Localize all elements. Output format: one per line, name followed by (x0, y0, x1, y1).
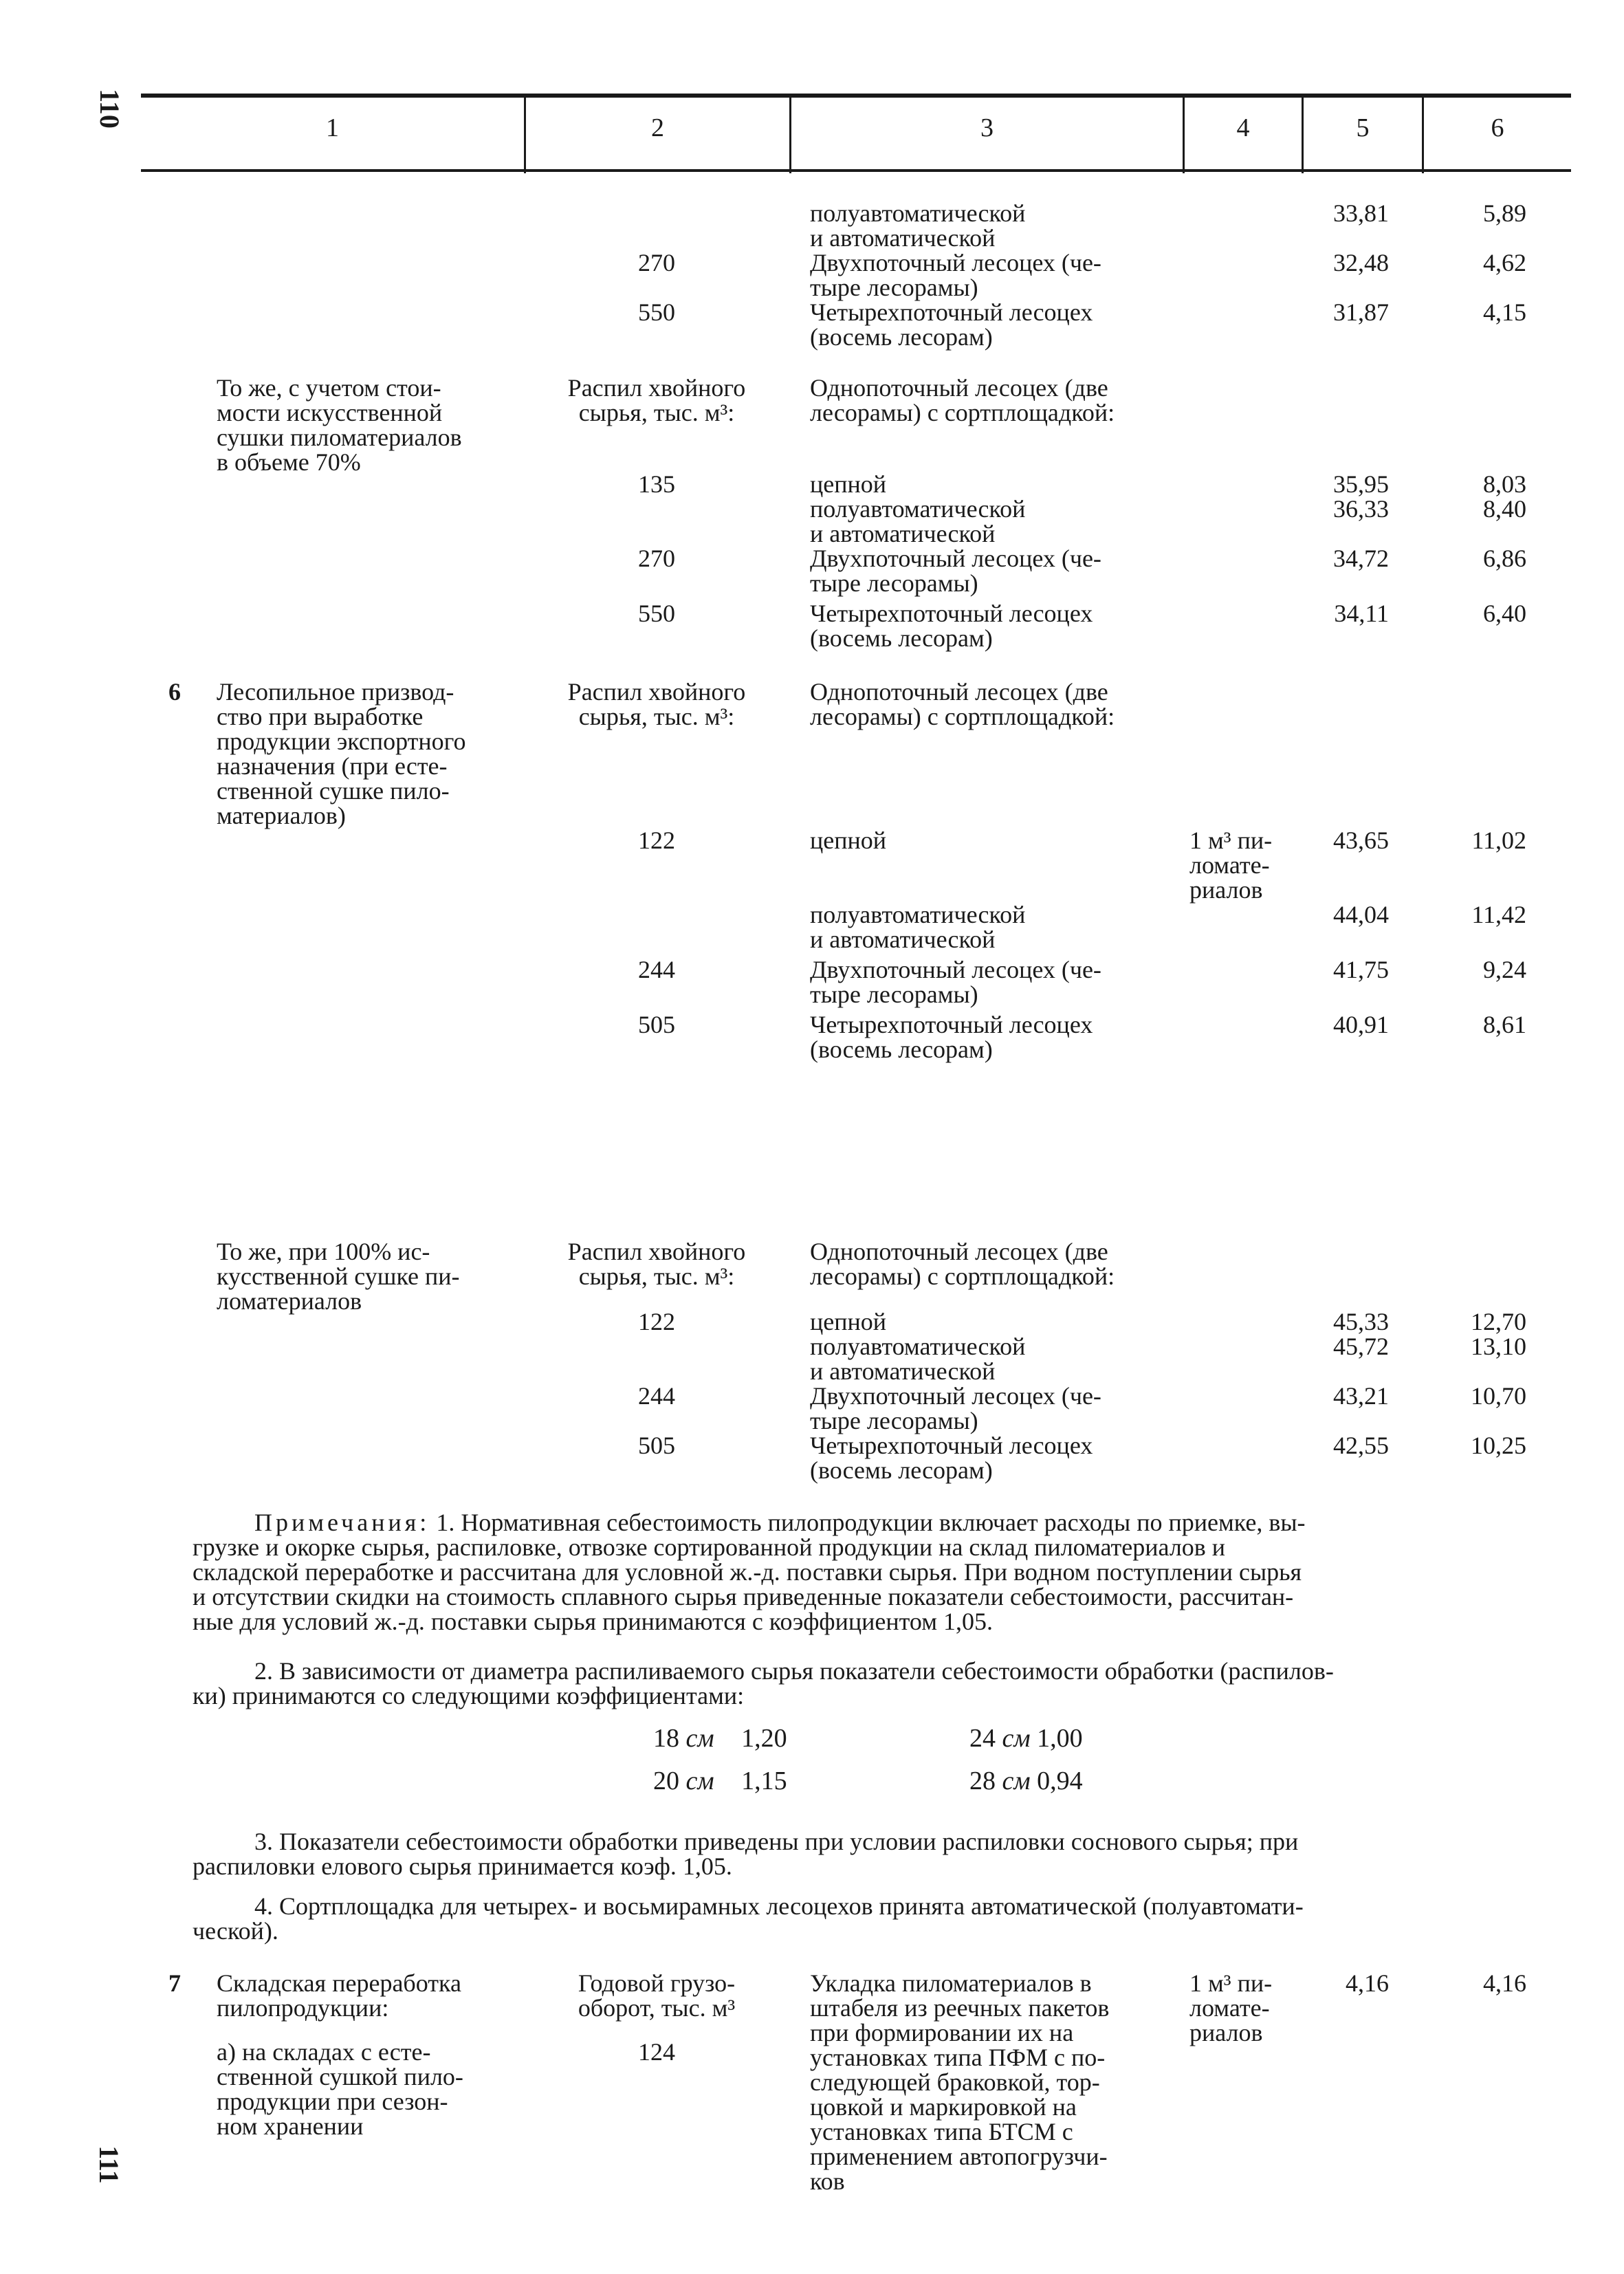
coef-unit: см (1002, 1767, 1031, 1795)
coef-unit: см (685, 1767, 714, 1795)
value-normative: 34,72 (1333, 545, 1389, 572)
value-processing: 8,40 (1483, 495, 1526, 523)
capacity: 124 (638, 2038, 675, 2066)
value-processing: 4,62 (1483, 249, 1526, 276)
row-name: Двухпоточный лесоцех (че- тыре лесорамы) (810, 249, 1101, 301)
value-processing: 5,89 (1483, 199, 1526, 227)
column-header-3: 3 (980, 113, 994, 142)
coef-diameter: 20 (653, 1767, 679, 1795)
value-processing: 11,02 (1471, 827, 1526, 854)
column-header-2: 2 (651, 113, 664, 142)
row-name: Четырехпоточный лесоцех (восемь лесорам) (810, 600, 1093, 652)
unit-label: 1 м³ пи- ломате- риалов (1189, 1969, 1273, 2046)
measure-label: Распил хвойного сырья, тыс. м³: (567, 678, 746, 730)
column-header-6: 6 (1491, 113, 1504, 142)
capacity: 270 (638, 545, 675, 572)
value-processing: 11,42 (1471, 901, 1526, 928)
indicator-name: То же, с учетом стои- мости искусственной сушки пиломатериалов в объеме 70% (217, 374, 462, 476)
capacity: 550 (638, 600, 675, 627)
capacity: 244 (638, 1382, 675, 1410)
header-bottom-rule (141, 169, 1571, 172)
value-processing: 4,15 (1483, 298, 1526, 326)
value-normative: 35,95 (1333, 470, 1389, 498)
indicator-name: Складская переработка пилопродукции: (217, 1969, 461, 2022)
row-name: Четырехпоточный лесоцех (восемь лесорам) (810, 1432, 1093, 1484)
value-normative: 40,91 (1333, 1011, 1389, 1038)
value-processing: 12,70 (1471, 1308, 1526, 1335)
page-number-top: 110 (94, 89, 125, 129)
value-processing: 8,61 (1483, 1011, 1526, 1038)
value-normative: 42,55 (1333, 1432, 1389, 1459)
row-name: Двухпоточный лесоцех (че- тыре лесорамы) (810, 1382, 1101, 1434)
measure-label: Распил хвойного сырья, тыс. м³: (567, 1238, 746, 1290)
row-name: цепной (810, 827, 887, 854)
value-processing: 9,24 (1483, 956, 1526, 983)
object-label: Укладка пиломатериалов в штабеля из реечных пакетов при формировании их на установках типа ПФМ с по- следующей браковкой, тор- цовкой и маркировкой на установках типа БТСМ с применением автопогрузчи- ков (810, 1969, 1110, 2195)
coef-diameter: 28 (969, 1767, 996, 1795)
value-normative: 45,33 (1333, 1308, 1389, 1335)
value-normative: 43,65 (1333, 827, 1389, 854)
coef-unit: см (1002, 1724, 1031, 1753)
coef-value: 0,94 (1037, 1767, 1083, 1795)
row-name: полуавтоматической и автоматической (810, 495, 1026, 547)
row-name: полуавтоматической и автоматической (810, 901, 1026, 953)
value-normative: 43,21 (1333, 1382, 1389, 1410)
coef-unit: см (685, 1724, 714, 1753)
column-header-5: 5 (1356, 113, 1370, 142)
value-normative: 4,16 (1346, 1969, 1389, 1997)
column-header-4: 4 (1236, 113, 1250, 142)
value-normative: 31,87 (1333, 298, 1389, 326)
object-label: Однопоточный лесоцех (две лесорамы) с сортплощадкой: (810, 374, 1115, 426)
row-name: Двухпоточный лесоцех (че- тыре лесорамы) (810, 545, 1101, 597)
indicator-name: Лесопильное призвод- ство при выработке продукции экспортного назначения (при есте- ственной сушке пило- материалов) (217, 678, 466, 829)
note-3: 3. Показатели себестоимости обработки приведены при условии распиловки соснового сырья; при распиловки елового сырья принимается коэф. 1,05. (193, 1828, 1299, 1880)
capacity: 135 (638, 470, 675, 498)
value-processing: 4,16 (1483, 1969, 1526, 1997)
row-number: 6 (168, 678, 181, 706)
value-processing: 6,86 (1483, 545, 1526, 572)
row-name: полуавтоматической и автоматической (810, 199, 1026, 252)
value-processing: 10,70 (1471, 1382, 1526, 1410)
measure-label: Годовой грузо- оборот, тыс. м³ (578, 1969, 736, 2022)
value-processing: 10,25 (1471, 1432, 1526, 1459)
value-processing: 6,40 (1483, 600, 1526, 627)
value-normative: 33,81 (1333, 199, 1389, 227)
coef-diameter: 18 (653, 1724, 679, 1753)
note-1-text: 1. Нормативная себестоимость пилопродукции включает расходы по приемке, вы- грузке и окорке сырья, распиловке, отвозке сортированной продукции на склад пиломатериалов и складской переработке и рассчитана для условной ж.-д. поставки сырья. При водном поступлении сырья и отсутствии скидки на стоимость сплавного сырья приведенные показатели себестоимости, рассчитан- ные для условий ж.-д. поставки сырья принимаются с коэффициентом 1,05. (193, 1509, 1306, 1635)
column-header-1: 1 (326, 113, 339, 142)
row-name: Четырехпоточный лесоцех (восемь лесорам) (810, 298, 1093, 351)
capacity: 122 (638, 1308, 675, 1335)
row-name: цепной (810, 470, 887, 498)
row-name: полуавтоматической и автоматической (810, 1333, 1026, 1385)
value-processing: 8,03 (1483, 470, 1526, 498)
coefficient-24 (969, 1726, 1083, 1751)
row-name: Двухпоточный лесоцех (че- тыре лесорамы) (810, 956, 1101, 1008)
note-2: 2. В зависимости от диаметра распиливаемого сырья показатели себестоимости обработки (распилов- ки) принимаются со следующими коэффициентами: (193, 1657, 1334, 1709)
indicator-name: То же, при 100% ис- кусственной сушке пи- ломатериалов (217, 1238, 460, 1315)
value-normative: 44,04 (1333, 901, 1389, 928)
capacity: 244 (638, 956, 675, 983)
note-4: 4. Сортплощадка для четырех- и восьмирамных лесоцехов принята автоматической (полуавтомати- ческой). (193, 1892, 1304, 1945)
indicator-subitem: а) на складах с есте- ственной сушкой пило- продукции при сезон- ном хранении (217, 2038, 463, 2140)
capacity: 550 (638, 298, 675, 326)
row-number: 7 (168, 1969, 181, 1997)
coef-value: 1,00 (1037, 1724, 1083, 1753)
header-top-rule (141, 94, 1571, 98)
coef-value: 1,15 (741, 1767, 787, 1795)
object-label: Однопоточный лесоцех (две лесорамы) с сортплощадкой: (810, 1238, 1115, 1290)
value-normative: 32,48 (1333, 249, 1389, 276)
page-number-bottom: 111 (93, 2145, 124, 2184)
unit-label: 1 м³ пи- ломате- риалов (1189, 827, 1273, 904)
row-name: Четырехпоточный лесоцех (восемь лесорам) (810, 1011, 1093, 1063)
capacity: 505 (638, 1011, 675, 1038)
capacity: 122 (638, 827, 675, 854)
coefficient-18 (653, 1726, 787, 1751)
coefficient-28 (969, 1769, 1083, 1793)
value-normative: 34,11 (1334, 600, 1389, 627)
measure-label: Распил хвойного сырья, тыс. м³: (567, 374, 746, 426)
value-normative: 45,72 (1333, 1333, 1389, 1360)
row-name: цепной (810, 1308, 887, 1335)
notes-label: Примечания: (254, 1509, 430, 1536)
value-processing: 13,10 (1471, 1333, 1526, 1360)
capacity: 270 (638, 249, 675, 276)
coef-diameter: 24 (969, 1724, 996, 1753)
capacity: 505 (638, 1432, 675, 1459)
coefficient-20 (653, 1769, 787, 1793)
value-normative: 36,33 (1333, 495, 1389, 523)
coef-value: 1,20 (741, 1724, 787, 1753)
note-1 (193, 1510, 1547, 1634)
value-normative: 41,75 (1333, 956, 1389, 983)
object-label: Однопоточный лесоцех (две лесорамы) с сортплощадкой: (810, 678, 1115, 730)
